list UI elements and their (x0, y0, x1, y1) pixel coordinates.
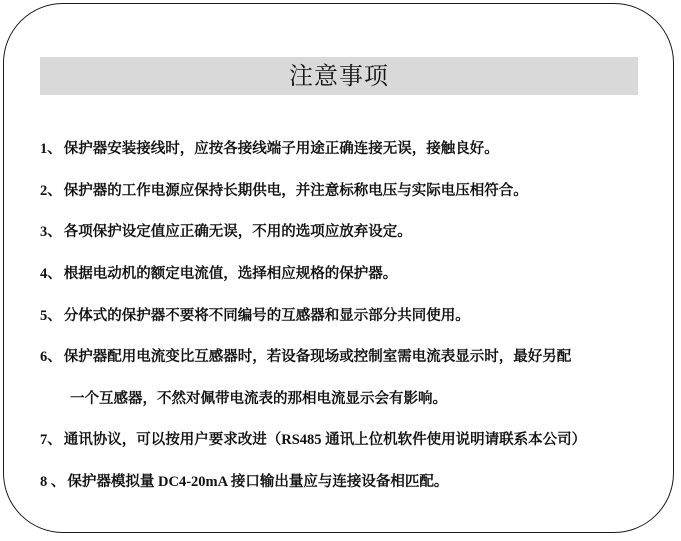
item-number: 7、 (40, 432, 62, 448)
page-title: 注意事项 (40, 57, 638, 95)
item-text: 通讯协议，可以按用户要求改进（RS485 通讯上位机软件使用说明请联系本公司） (63, 432, 587, 448)
notice-item-7 (40, 431, 586, 449)
item-text: 保护器安装接线时，应按各接线端子用途正确连接无误，接触良好。 (63, 141, 499, 157)
item-number: 5、 (40, 308, 62, 324)
notice-item-1 (40, 140, 499, 158)
item-number: 6、 (40, 349, 62, 365)
notice-item-2 (40, 182, 528, 200)
notice-item-3 (40, 223, 412, 241)
item-text: 各项保护设定值应正确无误，不用的选项应放弃设定。 (63, 224, 412, 240)
notice-item-6-continued (70, 390, 447, 408)
item-number: 4、 (40, 266, 62, 282)
item-number: 3、 (40, 224, 62, 240)
item-text: 保护器配用电流变比互感器时，若设备现场或控制室需电流表显示时，最好另配 (63, 349, 572, 365)
notice-item-4 (40, 265, 397, 283)
notice-item-8 (40, 473, 448, 491)
item-text: 保护器模拟量 DC4-20mA 接口输出量应与连接设备相匹配。 (67, 474, 449, 490)
item-number: 8 、 (40, 474, 66, 490)
item-text: 一个互感器，不然对佩带电流表的那相电流显示会有影响。 (70, 391, 447, 407)
item-text: 分体式的保护器不要将不同编号的互感器和显示部分共同使用。 (63, 308, 470, 324)
notice-item-5 (40, 307, 470, 325)
notice-item-6 (40, 348, 571, 366)
item-text: 根据电动机的额定电流值，选择相应规格的保护器。 (63, 266, 398, 282)
item-text: 保护器的工作电源应保持长期供电，并注意标称电压与实际电压相符合。 (63, 183, 528, 199)
item-number: 2、 (40, 183, 62, 199)
item-number: 1、 (40, 141, 62, 157)
